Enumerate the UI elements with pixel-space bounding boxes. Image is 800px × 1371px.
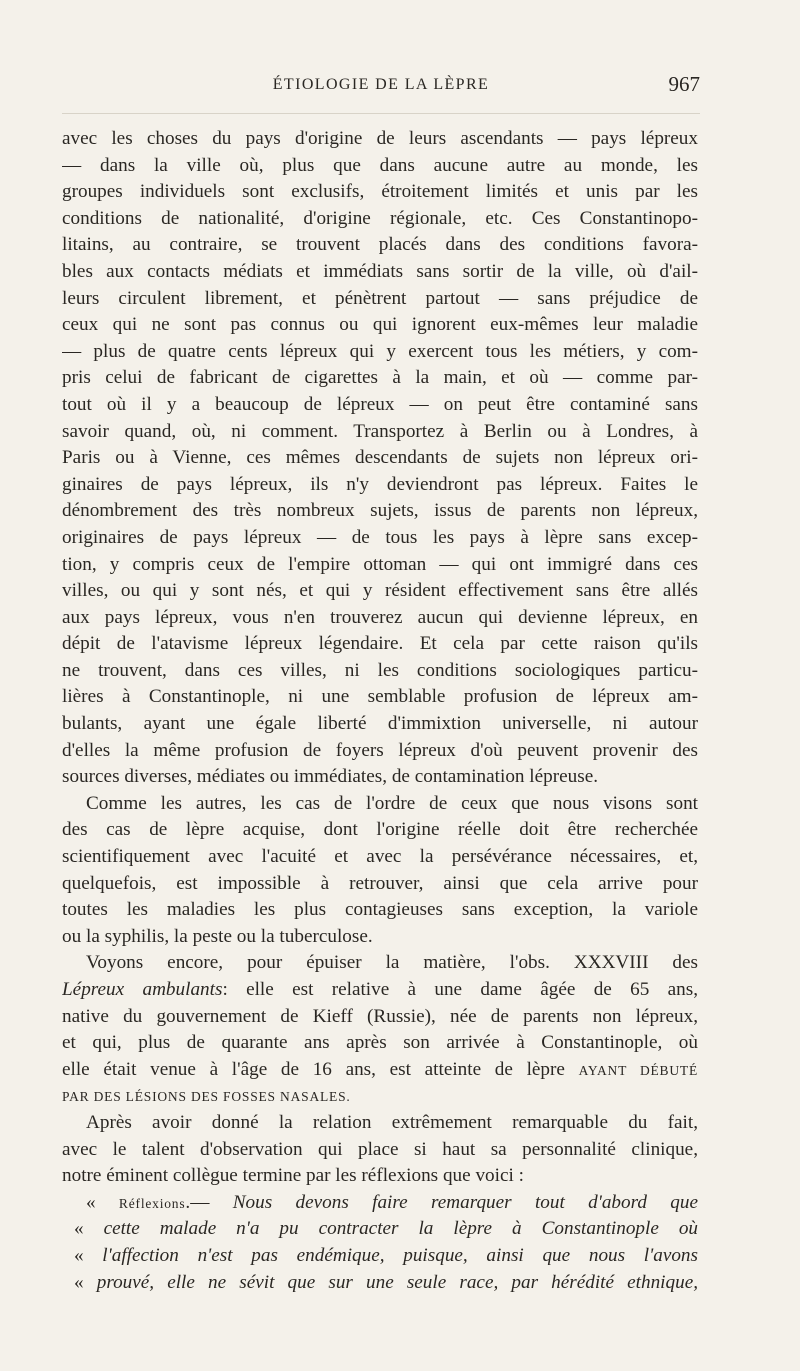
text-line xyxy=(62,525,698,552)
text-run: avec le talent d'observation qui place si haut sa personnalité clinique, xyxy=(62,1138,698,1160)
text-run: tout où il y a beaucoup de lépreux — on peut être contaminé sans xyxy=(62,393,698,415)
text-run: ceux qui ne sont pas connus ou qui ignorent eux-mêmes leur maladie xyxy=(62,314,698,336)
italic-text: cette malade n'a pu contracter la lèpre à Constantinople où xyxy=(103,1218,698,1240)
body-text xyxy=(62,126,698,1296)
text-run: d'elles la même profusion de foyers lépreux d'où peuvent provenir des xyxy=(62,739,698,761)
text-line xyxy=(62,764,698,791)
text-line xyxy=(62,738,698,765)
text-run: villes, ou qui y sont nés, et qui y résident effectivement sans être allés xyxy=(62,580,698,602)
text-line xyxy=(62,605,698,632)
text-line xyxy=(62,392,698,419)
text-line xyxy=(62,312,698,339)
text-line xyxy=(62,445,698,472)
text-line xyxy=(62,950,698,977)
text-run: elle était venue à l'âge de 16 ans, est atteinte de lèpre xyxy=(62,1058,579,1080)
text-run: conditions de nationalité, d'origine régionale, etc. Ces Constantinopo- xyxy=(62,207,698,229)
text-run: quelquefois, est impossible à retrouver, ainsi que cela arrive pour xyxy=(62,872,698,894)
text-line xyxy=(62,1110,698,1137)
text-run: notre éminent collègue termine par les réflexions que voici : xyxy=(62,1165,524,1187)
text-run: — dans la ville où, plus que dans aucune autre au monde, les xyxy=(62,154,698,176)
text-run: Voyons encore, pour épuiser la matière, l'obs. XXXVIII des xyxy=(86,952,698,974)
text-run: avec les choses du pays d'origine de leurs ascendants — pays lépreux xyxy=(62,128,698,149)
text-run: savoir quand, où, ni comment. Transportez à Berlin ou à Londres, à xyxy=(62,420,698,442)
text-run: scientifiquement avec l'acuité et avec la persévérance nécessaires, et, xyxy=(62,846,698,868)
small-caps-text: AYANT DÉBUTÉ xyxy=(578,1062,698,1078)
text-run: — plus de quatre cents lépreux qui y exercent tous les métiers, y com- xyxy=(62,340,698,362)
text-line xyxy=(62,658,698,685)
header-rule xyxy=(62,113,700,114)
text-run: dépit de l'atavisme lépreux légendaire. Et cela par cette raison qu'ils xyxy=(62,633,698,655)
text-line xyxy=(62,153,698,180)
text-line xyxy=(62,1137,698,1164)
text-run: « xyxy=(74,1244,103,1266)
text-line xyxy=(62,791,698,818)
text-line xyxy=(62,711,698,738)
text-run: ou la syphilis, la peste ou la tuberculose. xyxy=(62,925,373,947)
text-line xyxy=(62,232,698,259)
text-run: leurs circulent librement, et pénètrent partout — sans préjudice de xyxy=(62,287,698,309)
text-run: aux pays lépreux, vous n'en trouverez aucun qui devienne lépreux, en xyxy=(62,606,698,628)
text-line xyxy=(62,126,698,153)
text-line xyxy=(62,684,698,711)
running-head xyxy=(62,72,700,102)
text-line xyxy=(62,1083,698,1110)
text-line xyxy=(62,578,698,605)
text-line xyxy=(62,1243,698,1270)
italic-text: prouvé, elle ne sévit que sur une seule race, par hérédité ethnique, xyxy=(96,1271,698,1293)
text-run: .— xyxy=(185,1191,233,1213)
text-run: « xyxy=(86,1191,119,1213)
text-line xyxy=(62,472,698,499)
text-line xyxy=(62,1163,698,1190)
text-run: litains, au contraire, se trouvent placés dans des conditions favora- xyxy=(62,234,698,256)
text-run: tion, y compris ceux de l'empire ottoman — qui ont immigré dans ces xyxy=(62,553,698,575)
text-line xyxy=(62,259,698,286)
text-line xyxy=(62,871,698,898)
small-caps-text: PAR DES LÉSIONS DES FOSSES NASALES. xyxy=(62,1089,351,1105)
text-line xyxy=(62,286,698,313)
text-run: « xyxy=(74,1218,104,1240)
italic-text: l'affection n'est pas endémique, puisque, ainsi que nous l'avons xyxy=(102,1244,698,1266)
text-line xyxy=(62,897,698,924)
text-line xyxy=(62,631,698,658)
italic-text: Lépreux ambulants xyxy=(62,979,223,1000)
text-run: ginaires de pays lépreux, ils n'y deviendront pas lépreux. Faites le xyxy=(62,473,698,495)
text-run: Après avoir donné la relation extrêmement remarquable du fait, xyxy=(86,1111,698,1133)
text-run: bles aux contacts médiats et immédiats sans sortir de la ville, où d'ail- xyxy=(62,260,698,282)
text-line xyxy=(62,1030,698,1057)
text-run: des cas de lèpre acquise, dont l'origine réelle doit être recherchée xyxy=(62,819,698,841)
text-line xyxy=(62,844,698,871)
text-run: : elle est relative à une dame âgée de 65 ans, xyxy=(222,979,698,1000)
text-line xyxy=(62,179,698,206)
text-line xyxy=(62,206,698,233)
text-run: groupes individuels sont exclusifs, étroitement limités et unis par les xyxy=(62,181,698,203)
text-run: originaires de pays lépreux — de tous les pays à lèpre sans excep- xyxy=(62,526,698,548)
text-run: ne trouvent, dans ces villes, ni les conditions sociologiques particu- xyxy=(62,659,698,681)
text-run: et qui, plus de quarante ans après son arrivée à Constantinople, où xyxy=(62,1032,698,1054)
text-run: pris celui de fabricant de cigarettes à la main, et où — comme par- xyxy=(62,367,698,389)
text-run: sources diverses, médiates ou immédiates, de contamination lépreuse. xyxy=(62,766,599,788)
text-run: Comme les autres, les cas de l'ordre de ceux que nous visons sont xyxy=(86,792,698,814)
text-line xyxy=(62,1216,698,1243)
text-line xyxy=(62,1190,698,1217)
running-title: ÉTIOLOGIE DE LA LÈPRE xyxy=(272,76,490,93)
text-line xyxy=(62,1004,698,1031)
text-line xyxy=(62,365,698,392)
text-line xyxy=(62,1270,698,1297)
text-run: lières à Constantinople, ni une semblable profusion de lépreux am- xyxy=(62,686,698,708)
text-line xyxy=(62,817,698,844)
italic-text: Nous devons faire remarquer tout d'abord que xyxy=(232,1191,698,1213)
text-run: Paris ou à Vienne, ces mêmes descendants de sujets non lépreux ori- xyxy=(62,447,698,469)
text-line xyxy=(62,977,698,1004)
text-line xyxy=(62,1057,698,1084)
text-line xyxy=(62,339,698,366)
small-caps-text: Réflexions xyxy=(118,1195,186,1211)
text-line xyxy=(62,552,698,579)
text-line xyxy=(62,419,698,446)
text-run: toutes les maladies les plus contagieuses sans exception, la variole xyxy=(62,899,698,921)
page-number: 967 xyxy=(668,72,700,96)
text-run: dénombrement des très nombreux sujets, issus de parents non lépreux, xyxy=(62,500,698,522)
text-line xyxy=(62,924,698,951)
text-line xyxy=(62,498,698,525)
text-run: « xyxy=(74,1271,97,1293)
text-run: native du gouvernement de Kieff (Russie), née de parents non lépreux, xyxy=(62,1005,698,1027)
text-run: bulants, ayant une égale liberté d'immixtion universelle, ni autour xyxy=(62,713,698,735)
